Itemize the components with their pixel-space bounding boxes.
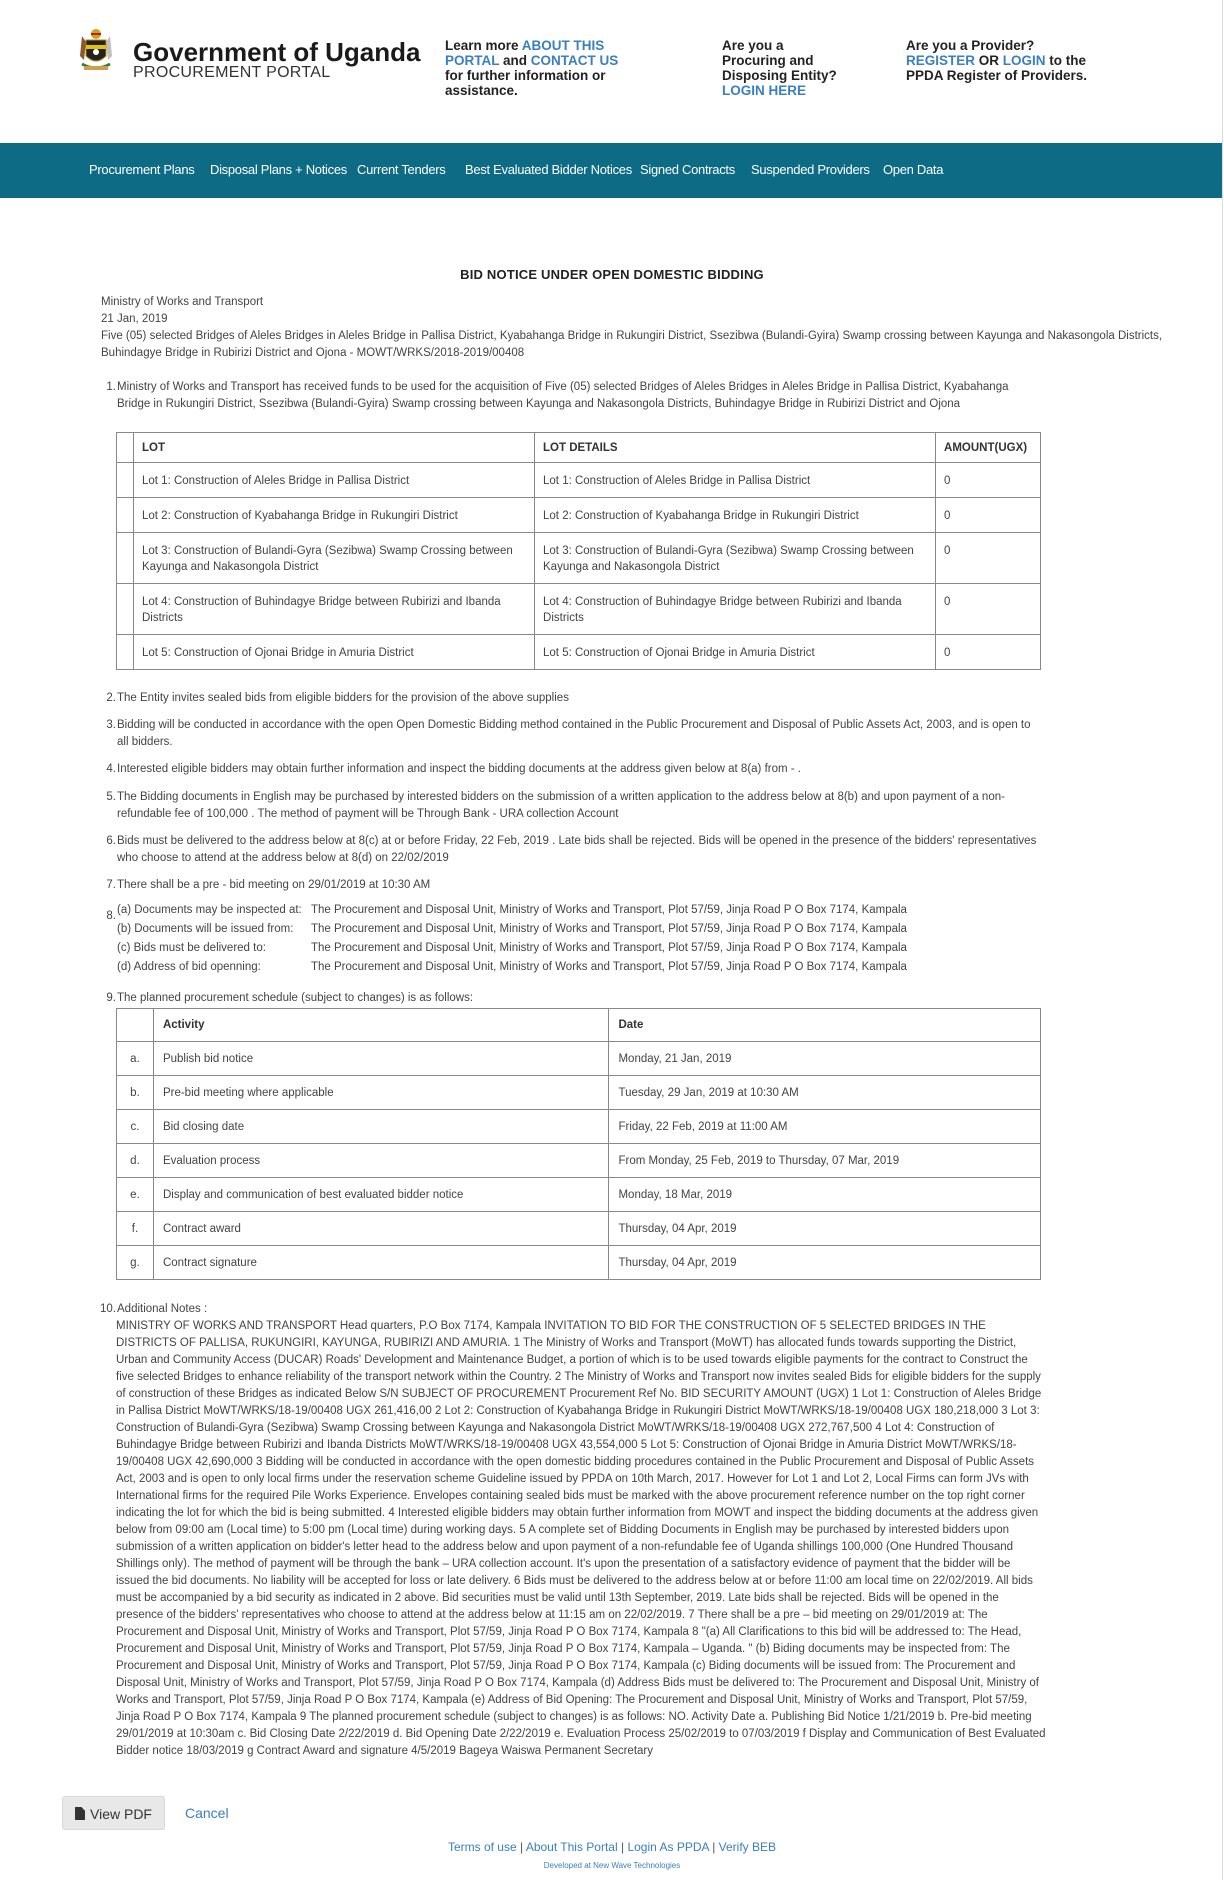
footer-credit[interactable]: Developed at New Wave Technologies [543,1861,681,1870]
activity-cell: Publish bid notice [153,1042,609,1076]
learn-and: and [499,53,531,68]
table-row [117,1110,1041,1144]
file-icon [75,1807,85,1820]
provider-or: OR [975,53,1003,68]
learn-pre: Learn more [445,38,522,53]
nav-disposal-plans[interactable]: Disposal Plans + Notices [210,162,347,177]
item-number: 8. [106,910,116,922]
item-9-text: The planned procurement schedule (subject to changes) is as follows: [117,992,474,1004]
learn-post: for further information or assistance. [445,68,606,98]
notice-subject: Five (05) selected Bridges of Aleles Bridges in Aleles Bridge in Pallisa District, Kyabahanga Bridge in Rukungiri District, Ssezibwa (Bulandi-Gyira) Swamp crossing between Kayunga and Nakasongola Districts, Buhindagye Bridge in Rubirizi District and Ojona - MOWT/WRKS/2018-2019/00408 [101,330,1163,359]
lot-cell: Lot 5: Construction of Ojonai Bridge in Amuria District [134,635,535,670]
provider-register-link[interactable]: REGISTER [906,53,976,68]
header-date: Date [609,1009,1041,1042]
address-label: (a) Documents may be inspected at: [117,904,302,916]
activity-cell: Evaluation process [153,1144,609,1178]
entity-login-link[interactable]: LOGIN HERE [722,83,807,98]
index-cell [117,498,134,533]
contact-us-link[interactable]: CONTACT US [530,53,619,68]
table-row [117,1042,1041,1076]
lot-cell: Lot 3: Construction of Bulandi-Gyra (Sezibwa) Swamp Crossing between Kayunga and Nakasongola District [134,533,535,584]
lot-details-cell: Lot 1: Construction of Aleles Bridge in Pallisa District [535,463,936,498]
lots-table [116,432,1041,670]
item-number: 6. [106,835,116,847]
header-index-cell [117,433,134,463]
footer-separator: | [620,1840,625,1854]
item-6-text: Bids must be delivered to the address below at 8(c) at or before Friday, 22 Feb, 2019 . Late bids shall be rejected. Bids will be opened in the presence of the bidders' representatives who choose to attend at the address below at 8(d) on 22/02/2019 [117,835,1037,864]
activity-cell: Bid closing date [153,1110,609,1144]
activity-cell: Pre-bid meeting where applicable [153,1076,609,1110]
provider-post: to the PPDA Register of Providers. [906,53,1088,83]
lot-details-cell: Lot 4: Construction of Buhindagye Bridge between Rubirizi and Ibanda Districts [535,584,936,635]
brand-title[interactable]: Government of Uganda [133,37,421,67]
item-5-text: The Bidding documents in English may be purchased by interested bidders on the submission of a written application to the address below at 8(b) and upon payment of a non-refundable fee of 100,000 . The method of payment will be Through Bank - URA collection Account [117,791,1005,820]
table-row [117,1144,1041,1178]
header-procuring-entity [722,38,837,98]
address-label: (d) Address of bid openning: [117,961,261,973]
row-letter: c. [117,1110,154,1144]
item-2-text: The Entity invites sealed bids from eligible bidders for the provision of the above supplies [117,692,569,704]
item-number: 9. [106,992,116,1004]
row-letter: f. [117,1212,154,1246]
item-1-text: Ministry of Works and Transport has received funds to be used for the acquisition of Five (05) selected Bridges of Aleles Bridges in Aleles Bridge in Pallisa District, Kyabahanga Bridge in Rukungiri District, Ssezibwa (Bulandi-Gyira) Swamp crossing between Kayunga and Nakasongola Districts, Buhindagye Bridge in Rubirizi District and Ojona [117,381,1009,410]
lot-cell: Lot 2: Construction of Kyabahanga Bridge in Rukungiri District [134,498,535,533]
row-letter: e. [117,1178,154,1212]
view-pdf-label: View PDF [90,1806,152,1822]
amount-cell: 0 [936,635,1041,670]
footer-terms-link[interactable]: Terms of use [447,1840,517,1854]
address-value: The Procurement and Disposal Unit, Ministry of Works and Transport, Plot 57/59, Jinja Road P O Box 7174, Kampala [311,961,907,973]
schedule-table [116,1008,1041,1280]
lot-details-cell: Lot 2: Construction of Kyabahanga Bridge in Rukungiri District [535,498,936,533]
item-number: 7. [106,879,116,891]
date-cell: Thursday, 04 Apr, 2019 [609,1212,1041,1246]
row-letter: g. [117,1246,154,1280]
table-row [117,1178,1041,1212]
view-pdf-button[interactable] [62,1796,165,1830]
address-label: (b) Documents will be issued from: [117,923,294,935]
address-value: The Procurement and Disposal Unit, Ministry of Works and Transport, Plot 57/59, Jinja Road P O Box 7174, Kampala [311,904,907,916]
site-header [0,0,1224,143]
row-letter: b. [117,1076,154,1110]
procuring-pre: Are you a Procuring and Disposing Entity? [722,38,837,83]
footer-verify-beb-link[interactable]: Verify BEB [718,1840,777,1854]
item-4-text: Interested eligible bidders may obtain further information and inspect the bidding documents at the address given below at 8(a) from - . [117,763,801,775]
nav-best-evaluated-bidder[interactable]: Best Evaluated Bidder Notices [465,162,632,177]
index-cell [117,463,134,498]
date-cell: Thursday, 04 Apr, 2019 [609,1246,1041,1280]
table-row [117,498,1041,533]
table-row [117,1212,1041,1246]
header-amount: AMOUNT(UGX) [936,433,1041,463]
lot-cell: Lot 1: Construction of Aleles Bridge in Pallisa District [134,463,535,498]
item-number: 4. [106,763,116,775]
header-lot-details: LOT DETAILS [535,433,936,463]
item-number: 2. [106,692,116,704]
table-row [117,1076,1041,1110]
notice-ministry: Ministry of Works and Transport [101,296,264,308]
amount-cell: 0 [936,463,1041,498]
nav-signed-contracts[interactable]: Signed Contracts [640,162,735,177]
item-7-text: There shall be a pre - bid meeting on 29/01/2019 at 10:30 AM [117,879,431,891]
row-letter: d. [117,1144,154,1178]
activity-cell: Display and communication of best evaluated bidder notice [153,1178,609,1212]
notes-label: Additional Notes : [117,1303,208,1315]
item-number: 10. [100,1303,116,1315]
header-learn-more [445,38,625,98]
lot-cell: Lot 4: Construction of Buhindagye Bridge between Rubirizi and Ibanda Districts [134,584,535,635]
header-letter [117,1009,154,1042]
index-cell [117,533,134,584]
footer-login-ppda-link[interactable]: Login As PPDA [627,1840,709,1854]
lot-details-cell: Lot 3: Construction of Bulandi-Gyra (Sezibwa) Swamp Crossing between Kayunga and Nakasongola District [535,533,936,584]
index-cell [117,635,134,670]
page-edge [1222,0,1223,1880]
table-row [117,584,1041,635]
activity-cell: Contract signature [153,1246,609,1280]
amount-cell: 0 [936,584,1041,635]
cancel-link[interactable]: Cancel [185,1805,229,1821]
header-lot: LOT [134,433,535,463]
row-letter: a. [117,1042,154,1076]
table-row [117,635,1041,670]
table-row [117,463,1041,498]
nav-procurement-plans[interactable]: Procurement Plans [89,162,195,177]
amount-cell: 0 [936,533,1041,584]
coat-of-arms-logo[interactable] [72,26,120,74]
footer-about-link[interactable]: About This Portal [525,1840,618,1854]
nav-current-tenders[interactable]: Current Tenders [357,162,446,177]
header-activity: Activity [153,1009,609,1042]
table-row [117,533,1041,584]
brand-subtitle: PROCUREMENT PORTAL [133,64,331,81]
provider-pre: Are you a Provider? [906,38,1035,53]
table-header-row [117,433,1041,463]
nav-open-data[interactable]: Open Data [883,162,944,177]
nav-suspended-providers[interactable]: Suspended Providers [751,162,870,177]
item-number: 3. [106,719,116,731]
address-label: (c) Bids must be delivered to: [117,942,266,954]
footer-separator: | [520,1840,524,1854]
footer-separator: | [712,1840,716,1854]
lot-details-cell: Lot 5: Construction of Ojonai Bridge in Amuria District [535,635,936,670]
address-value: The Procurement and Disposal Unit, Ministry of Works and Transport, Plot 57/59, Jinja Road P O Box 7174, Kampala [311,942,907,954]
notice-date: 21 Jan, 2019 [101,313,168,325]
table-header-row [117,1009,1041,1042]
item-number: 1. [106,381,116,393]
item-3-text: Bidding will be conducted in accordance with the open Open Domestic Bidding method contained in the Public Procurement and Disposal of Public Assets Act, 2003, and is open to all bidders. [117,719,1031,748]
date-cell: Monday, 21 Jan, 2019 [609,1042,1041,1076]
date-cell: From Monday, 25 Feb, 2019 to Thursday, 07 Mar, 2019 [609,1144,1041,1178]
additional-notes-text: MINISTRY OF WORKS AND TRANSPORT Head quarters, P.O Box 7174, Kampala INVITATION TO BID FOR THE CONSTRUCTION OF 5 SELECTED BRIDGES IN THE DISTRICTS OF PALLISA, RUKUNGIRI, KAYUNGA, RUBIRIZI AND AMURIA. 1 The Ministry of Works and Transport (MoWT) has allocated funds towards supporting the District, Urban and Community Access (DUCAR) Roads' Development and Maintenance Budget, a portion of which is to be used towards eligible payments for the contract to Construct the five selected Bridges to enhance reliability of the transport network within the Country. 2 The Ministry of Works and Transport now invites sealed Bids for eligible bidders for the supply of construction of these Bridges as indicated Below S/N SUBJECT OF PROCUREMENT Procurement Ref No. BID SECURITY AMOUNT (UGX) 1 Lot 1: Construction of Aleles Bridge in Pallisa District MoWT/WRKS/18-19/00408 UGX 261,416,00 2 Lot 2: Construction of Kyabahanga Bridge in Rukungiri District MoWT/WRKS/18-19/00408 UGX 180,218,000 3 Lot 3: Construction of Bulandi-Gyra (Sezibwa) Swamp Crossing between Kayunga and Nakasongola District MoWT/WRKS/18-19/00408 UGX 272,767,500 4 Lot 4: Construction of Buhindagye Bridge between Rubirizi and Ibanda Districts MoWT/WRKS/18-19/00408 UGX 43,554,000 5 Lot 5: Construction of Ojonai Bridge in Amuria District MoWT/WRKS/18-19/00408 UGX 42,690,000 3 Bidding will be conducted in accordance with the open domestic bidding procedures contained in the Public Procurement and Disposal of Public Assets Act, 2003 and is open to only local firms under the reservation scheme Guideline issued by PPDA on 10th March, 2017. However for Lot 1 and Lot 2, Local Firms can form JVs with International firms for the required Pile Works Experience. Envelopes containing sealed bids must be marked with the above procurement reference number on the top right corner indicating the lot for which the bid is being submitted. 4 Interested eligible bidders may obtain further information from MOWT and inspect the bidding documents at the address given below from 09:00 am (Local time) to 5:00 pm (Local time) during working days. 5 A complete set of Bidding Documents in English may be purchased by interested bidders upon submission of a written application on bidder's letter head to the address below and upon payment of a non-refundable fee of Uganda shillings 100,000 (One Hundred Thousand Shillings only). The method of payment will be through the bank – URA collection account. It's upon the presentation of a satisfactory evidence of payment that the bidder will be issued the bid documents. No liability will be accepted for loss or late delivery. 6 Bids must be delivered to the address below at or before 11:00 am local time on 22/02/2019. All bids must be accompanied by a bid security as indicated in 2 above. Bid securities must be valid until 13th September, 2019. Late bids shall be rejected. Bids will be opened in the presence of the bidders' representatives who choose to attend at the address below at 11:15 am on 22/02/2019. 7 There shall be a pre – bid meeting on 29/01/2019 at: The Procurement and Disposal Unit, Ministry of Works and Transport, Plot 57/59, Jinja Road P O Box 7174, Kampala 8 "(a) All Clarifications to this bid will be addressed to: The Head, Procurement and Disposal Unit, Ministry of Works and Transport, Plot 57/59, Jinja Road P O Box 7174, Kampala – Uganda. " (b) Biding documents may be inspected from: The Procurement and Disposal Unit, Ministry of Works and Transport, Plot 57/59, Jinja Road P O Box 7174, Kampala (c) Biding documents will be issued from: The Procurement and Disposal Unit, Ministry of Works and Transport, Plot 57/59, Jinja Road P O Box 7174, Kampala (d) Address Bids must be delivered to: The Procurement and Disposal Unit, Ministry of Works and Transport, Plot 57/59, Jinja Road P O Box 7174, Kampala (e) Address of Bid Opening: The Procurement and Disposal Unit, Ministry of Works and Transport, Plot 57/59, Jinja Road P O Box 7174, Kampala 9 The planned procurement schedule (subject to changes) is as follows: NO. Activity Date a. Publishing Bid Notice 1/21/2019 b. Pre-bid meeting 29/01/2019 at 10:30am c. Bid Closing Date 2/22/2019 d. Bid Opening Date 2/22/2019 e. Evaluation Process 25/02/2019 to 07/03/2019 f Display and Communication of Best Evaluated Bidder notice 18/03/2019 g Contract Award and signature 4/5/2019 Bageya Waiswa Permanent Secretary [116,1320,1046,1757]
notice-title: BID NOTICE UNDER OPEN DOMESTIC BIDDING [460,267,764,282]
date-cell: Friday, 22 Feb, 2019 at 11:00 AM [609,1110,1041,1144]
table-row [117,1246,1041,1280]
date-cell: Monday, 18 Mar, 2019 [609,1178,1041,1212]
index-cell [117,584,134,635]
footer-links [0,1840,1224,1854]
activity-cell: Contract award [153,1212,609,1246]
provider-login-link[interactable]: LOGIN [1002,53,1046,68]
header-provider [906,38,1096,83]
amount-cell: 0 [936,498,1041,533]
date-cell: Tuesday, 29 Jan, 2019 at 10:30 AM [609,1076,1041,1110]
about-portal-link[interactable]: ABOUT THIS PORTAL [445,38,605,68]
address-value: The Procurement and Disposal Unit, Ministry of Works and Transport, Plot 57/59, Jinja Road P O Box 7174, Kampala [311,923,907,935]
main-nav [0,143,1222,198]
item-number: 5. [106,791,116,803]
